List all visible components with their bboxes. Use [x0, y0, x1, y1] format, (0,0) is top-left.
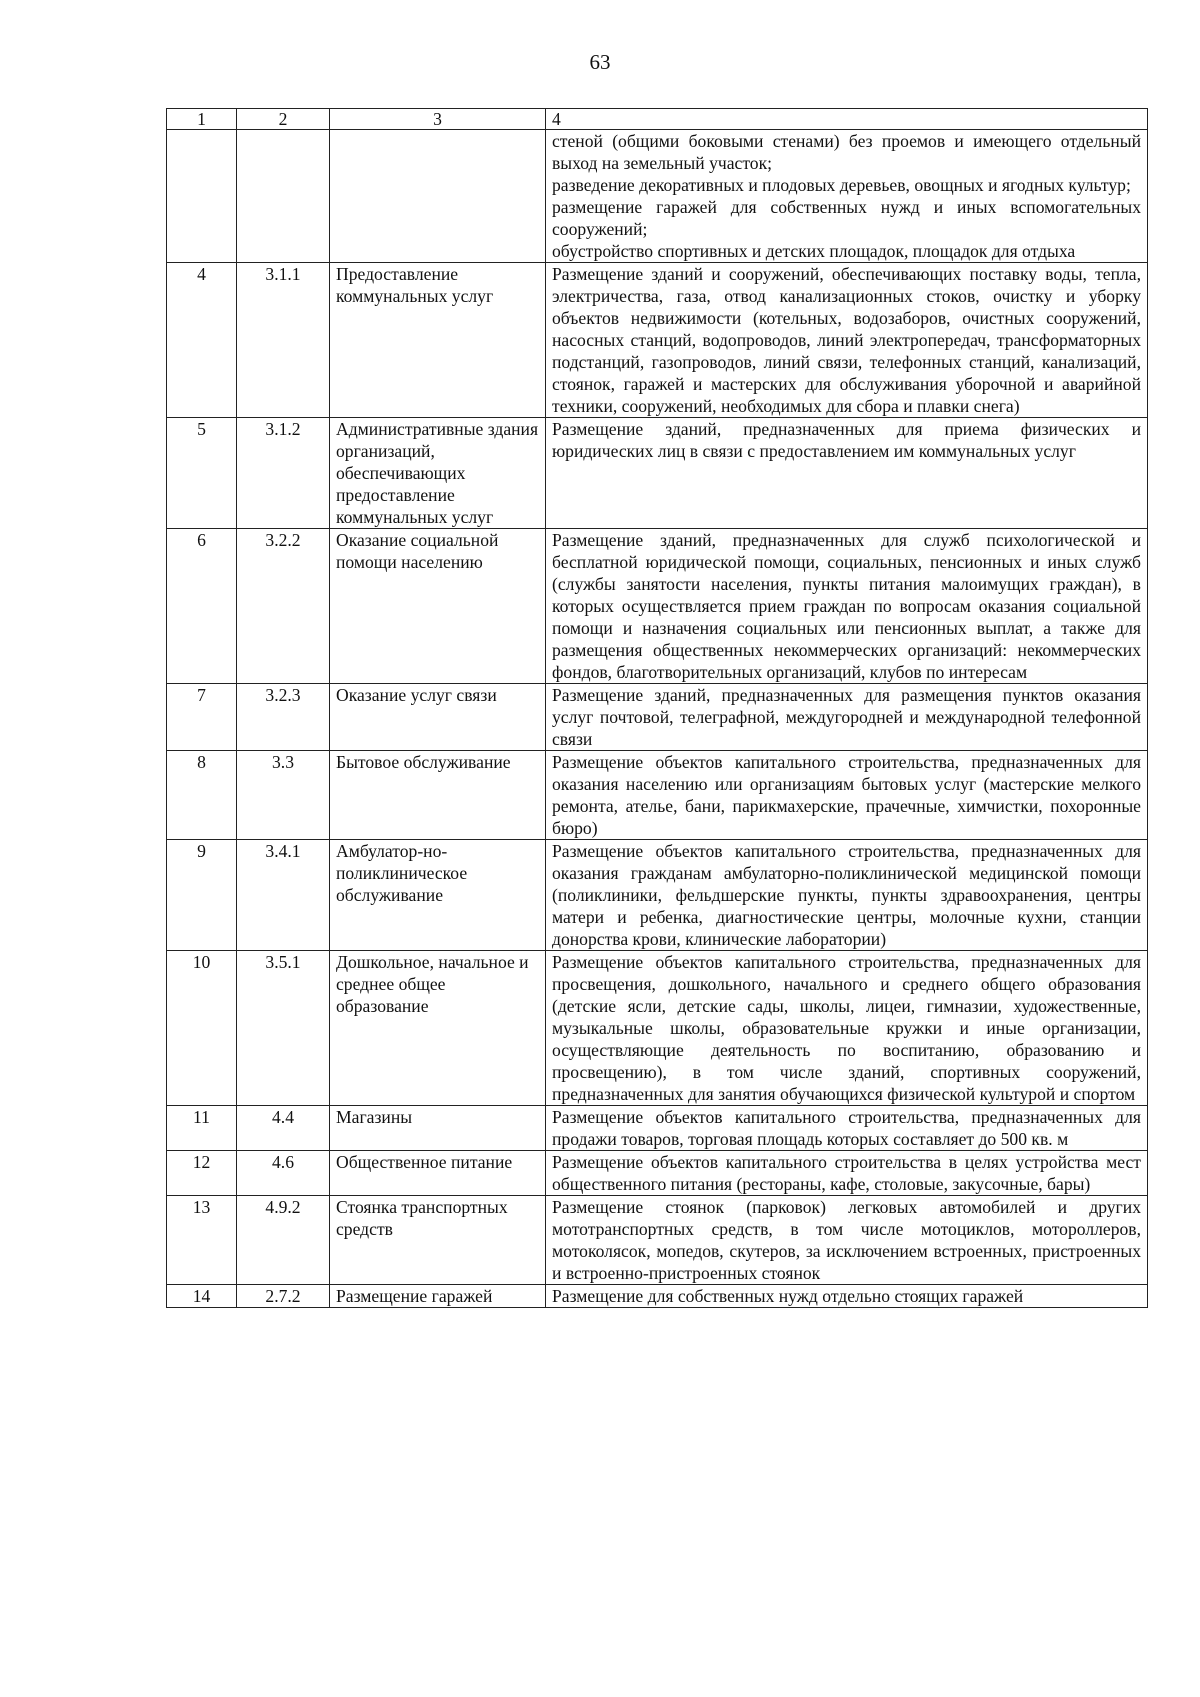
row-number: 11	[167, 1106, 237, 1151]
row-number: 5	[167, 418, 237, 529]
row-number: 14	[167, 1285, 237, 1308]
table-row	[167, 529, 1148, 684]
table-row	[167, 1196, 1148, 1285]
continuation-code-cell	[237, 130, 330, 263]
row-number: 9	[167, 840, 237, 951]
row-description: Размещение объектов капитального строительства, предназначенных для просвещения, дошкольного, начального и среднего общего образования (детские ясли, детские сады, школы, лицеи, гимназии, художественные, музыкальные школы, образовательные кружки и иные организации, осуществляющие деятельность по воспитанию, образованию и просвещению), в том числе зданий, спортивных сооружений, предназначенных для занятия обучающихся физической культурой и спортом	[546, 951, 1148, 1106]
row-number: 8	[167, 751, 237, 840]
row-code: 3.5.1	[237, 951, 330, 1106]
row-number: 12	[167, 1151, 237, 1196]
row-name: Бытовое обслуживание	[330, 751, 546, 840]
row-code: 3.1.1	[237, 263, 330, 418]
row-code: 3.3	[237, 751, 330, 840]
table-row-continuation	[167, 130, 1148, 263]
table-row	[167, 418, 1148, 529]
row-name: Стоянка транспортных средств	[330, 1196, 546, 1285]
row-code: 3.4.1	[237, 840, 330, 951]
table-row	[167, 951, 1148, 1106]
header-cell-4: 4	[546, 109, 1148, 130]
row-description: Размещение зданий, предназначенных для служб психологической и бесплатной юридической помощи, социальных, пенсионных и иных служб (службы занятости населения, пункты питания малоимущих граждан), в которых осуществляется прием граждан по вопросам оказания социальной помощи и назначения социальных или пенсионных выплат, а также для размещения общественных некоммерческих организаций: некоммерческих фондов, благотворительных организаций, клубов по интересам	[546, 529, 1148, 684]
table-row	[167, 840, 1148, 951]
header-cell-1: 1	[167, 109, 237, 130]
continuation-name-cell	[330, 130, 546, 263]
row-name: Амбулатор-но-поликлиническое обслуживание	[330, 840, 546, 951]
continuation-paragraph: стеной (общими боковыми стенами) без проемов и имеющего отдельный выход на земельный участок;	[552, 131, 1141, 173]
row-description: Размещение зданий и сооружений, обеспечивающих поставку воды, тепла, электричества, газа, отвод канализационных стоков, очистку и уборку объектов недвижимости (котельных, водозаборов, очистных сооружений, насосных станций, водопроводов, линий электропередач, трансформаторных подстанций, газопроводов, линий связи, телефонных станций, канализаций, стоянок, гаражей и мастерских для обслуживания уборочной и аварийной техники, сооружений, необходимых для сбора и плавки снега)	[546, 263, 1148, 418]
row-name: Магазины	[330, 1106, 546, 1151]
row-number: 10	[167, 951, 237, 1106]
table-header-row	[167, 109, 1148, 130]
row-name: Оказание услуг связи	[330, 684, 546, 751]
table-row	[167, 1285, 1148, 1308]
continuation-paragraph: размещение гаражей для собственных нужд и иных вспомогательных сооружений;	[552, 197, 1141, 239]
row-code: 3.2.3	[237, 684, 330, 751]
row-number: 4	[167, 263, 237, 418]
row-description: Размещение для собственных нужд отдельно стоящих гаражей	[546, 1285, 1148, 1308]
row-name: Дошкольное, начальное и среднее общее образование	[330, 951, 546, 1106]
row-code: 3.1.2	[237, 418, 330, 529]
table-row	[167, 1151, 1148, 1196]
table-row	[167, 751, 1148, 840]
page-number: 63	[589, 50, 611, 74]
row-code: 4.6	[237, 1151, 330, 1196]
row-name: Административные здания организаций, обеспечивающих предоставление коммунальных услуг	[330, 418, 546, 529]
row-description: Размещение объектов капитального строительства, предназначенных для продажи товаров, торговая площадь которых составляет до 500 кв. м	[546, 1106, 1148, 1151]
land-use-table	[166, 108, 1148, 1308]
row-code: 4.9.2	[237, 1196, 330, 1285]
row-description: Размещение зданий, предназначенных для приема физических и юридических лиц в связи с предоставлением им коммунальных услуг	[546, 418, 1148, 529]
row-description: Размещение стоянок (парковок) легковых автомобилей и других мототранспортных средств, в том числе мотоциклов, мотороллеров, мотоколясок, мопедов, скутеров, за исключением встроенных, пристроенных и встроенно-пристроенных стоянок	[546, 1196, 1148, 1285]
row-number: 7	[167, 684, 237, 751]
row-name: Оказание социальной помощи населению	[330, 529, 546, 684]
continuation-paragraph: обустройство спортивных и детских площадок, площадок для отдыха	[552, 241, 1076, 261]
row-description: Размещение зданий, предназначенных для размещения пунктов оказания услуг почтовой, телеграфной, междугородней и международной телефонной связи	[546, 684, 1148, 751]
table-row	[167, 263, 1148, 418]
table-row	[167, 684, 1148, 751]
row-name: Общественное питание	[330, 1151, 546, 1196]
row-number: 6	[167, 529, 237, 684]
continuation-num-cell	[167, 130, 237, 263]
header-cell-2: 2	[237, 109, 330, 130]
row-name: Предоставление коммунальных услуг	[330, 263, 546, 418]
row-number: 13	[167, 1196, 237, 1285]
continuation-description-cell	[546, 130, 1148, 263]
row-description: Размещение объектов капитального строительства в целях устройства мест общественного питания (рестораны, кафе, столовые, закусочные, бары)	[546, 1151, 1148, 1196]
row-code: 2.7.2	[237, 1285, 330, 1308]
header-cell-3: 3	[330, 109, 546, 130]
continuation-paragraph: разведение декоративных и плодовых деревьев, овощных и ягодных культур;	[552, 175, 1131, 195]
table-row	[167, 1106, 1148, 1151]
row-code: 3.2.2	[237, 529, 330, 684]
row-name: Размещение гаражей	[330, 1285, 546, 1308]
row-code: 4.4	[237, 1106, 330, 1151]
row-description: Размещение объектов капитального строительства, предназначенных для оказания населению или организациям бытовых услуг (мастерские мелкого ремонта, ателье, бани, парикмахерские, прачечные, химчистки, похоронные бюро)	[546, 751, 1148, 840]
row-description: Размещение объектов капитального строительства, предназначенных для оказания гражданам амбулаторно-поликлинической медицинской помощи (поликлиники, фельдшерские пункты, пункты здравоохранения, центры матери и ребенка, диагностические центры, молочные кухни, станции донорства крови, клинические лаборатории)	[546, 840, 1148, 951]
